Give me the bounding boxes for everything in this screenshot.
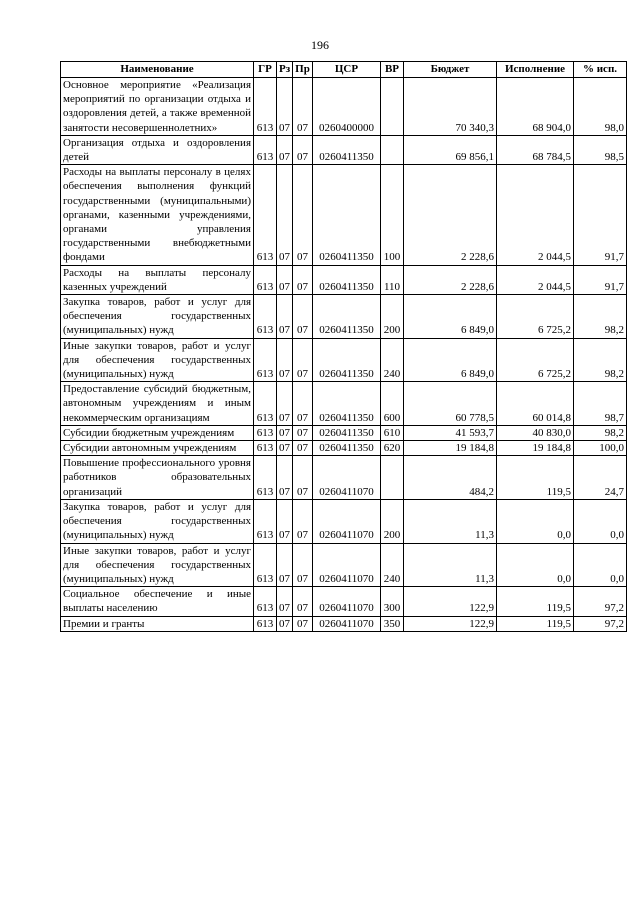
header-percent: % исп. xyxy=(574,62,627,78)
row-execution: 40 830,0 xyxy=(497,425,574,440)
row-vr: 110 xyxy=(381,265,404,294)
row-rz: 07 xyxy=(277,78,293,136)
row-rz: 07 xyxy=(277,135,293,164)
table-header-row xyxy=(61,62,627,78)
table-row xyxy=(61,499,627,543)
row-csr: 0260400000 xyxy=(313,78,381,136)
row-budget: 2 228,6 xyxy=(404,165,497,265)
row-pr: 07 xyxy=(293,338,313,382)
row-percent: 98,7 xyxy=(574,382,627,426)
row-execution: 19 184,8 xyxy=(497,441,574,456)
row-execution: 6 725,2 xyxy=(497,338,574,382)
row-vr: 350 xyxy=(381,616,404,631)
row-execution: 6 725,2 xyxy=(497,295,574,339)
row-vr: 240 xyxy=(381,543,404,587)
row-csr: 0260411350 xyxy=(313,165,381,265)
row-percent: 91,7 xyxy=(574,165,627,265)
table-row xyxy=(61,78,627,136)
row-gr: 613 xyxy=(254,338,277,382)
row-pr: 07 xyxy=(293,382,313,426)
row-budget: 69 856,1 xyxy=(404,135,497,164)
row-budget: 122,9 xyxy=(404,587,497,616)
row-rz: 07 xyxy=(277,425,293,440)
row-rz: 07 xyxy=(277,165,293,265)
row-csr: 0260411350 xyxy=(313,441,381,456)
row-csr: 0260411070 xyxy=(313,499,381,543)
row-gr: 613 xyxy=(254,441,277,456)
row-budget: 122,9 xyxy=(404,616,497,631)
header-csr: ЦСР xyxy=(313,62,381,78)
row-vr: 200 xyxy=(381,499,404,543)
row-name: Расходы на выплаты персоналу в целях обеспечения выполнения функций государственными (муниципальными) органами, казенными учреждениями, органами управления государственными внебюджетными фондами xyxy=(61,165,254,265)
row-rz: 07 xyxy=(277,587,293,616)
header-execution: Исполнение xyxy=(497,62,574,78)
row-percent: 0,0 xyxy=(574,499,627,543)
header-budget: Бюджет xyxy=(404,62,497,78)
row-budget: 41 593,7 xyxy=(404,425,497,440)
row-vr: 200 xyxy=(381,295,404,339)
row-execution: 0,0 xyxy=(497,543,574,587)
row-vr xyxy=(381,456,404,500)
row-pr: 07 xyxy=(293,78,313,136)
row-pr: 07 xyxy=(293,456,313,500)
table-row xyxy=(61,338,627,382)
row-rz: 07 xyxy=(277,295,293,339)
row-name: Основное мероприятие «Реализация мероприятий по организации отдыха и оздоровления детей, а также временной занятости несовершеннолетних» xyxy=(61,78,254,136)
header-pr: Пр xyxy=(293,62,313,78)
row-pr: 07 xyxy=(293,499,313,543)
row-csr: 0260411350 xyxy=(313,295,381,339)
header-rz: Рз xyxy=(277,62,293,78)
row-percent: 91,7 xyxy=(574,265,627,294)
row-budget: 6 849,0 xyxy=(404,338,497,382)
row-csr: 0260411070 xyxy=(313,587,381,616)
row-csr: 0260411070 xyxy=(313,616,381,631)
row-execution: 68 904,0 xyxy=(497,78,574,136)
row-name: Закупка товаров, работ и услуг для обеспечения государственных (муниципальных) нужд xyxy=(61,295,254,339)
row-csr: 0260411350 xyxy=(313,265,381,294)
row-percent: 98,2 xyxy=(574,295,627,339)
row-rz: 07 xyxy=(277,265,293,294)
row-budget: 70 340,3 xyxy=(404,78,497,136)
row-pr: 07 xyxy=(293,265,313,294)
table-row xyxy=(61,425,627,440)
row-csr: 0260411350 xyxy=(313,338,381,382)
row-gr: 613 xyxy=(254,165,277,265)
row-execution: 0,0 xyxy=(497,499,574,543)
row-percent: 98,2 xyxy=(574,425,627,440)
row-pr: 07 xyxy=(293,441,313,456)
row-csr: 0260411350 xyxy=(313,425,381,440)
table-row xyxy=(61,265,627,294)
row-percent: 24,7 xyxy=(574,456,627,500)
row-name: Премии и гранты xyxy=(61,616,254,631)
row-gr: 613 xyxy=(254,135,277,164)
row-pr: 07 xyxy=(293,616,313,631)
row-percent: 0,0 xyxy=(574,543,627,587)
row-name: Субсидии автономным учреждениям xyxy=(61,441,254,456)
row-vr: 600 xyxy=(381,382,404,426)
row-percent: 100,0 xyxy=(574,441,627,456)
table-row xyxy=(61,295,627,339)
row-budget: 11,3 xyxy=(404,543,497,587)
row-execution: 119,5 xyxy=(497,456,574,500)
row-pr: 07 xyxy=(293,543,313,587)
row-execution: 60 014,8 xyxy=(497,382,574,426)
row-budget: 2 228,6 xyxy=(404,265,497,294)
row-budget: 60 778,5 xyxy=(404,382,497,426)
row-csr: 0260411070 xyxy=(313,543,381,587)
row-execution: 119,5 xyxy=(497,587,574,616)
row-pr: 07 xyxy=(293,165,313,265)
row-gr: 613 xyxy=(254,616,277,631)
row-rz: 07 xyxy=(277,456,293,500)
row-gr: 613 xyxy=(254,295,277,339)
table-row xyxy=(61,587,627,616)
row-budget: 19 184,8 xyxy=(404,441,497,456)
table-row xyxy=(61,165,627,265)
row-percent: 98,0 xyxy=(574,78,627,136)
row-name: Социальное обеспечение и иные выплаты населению xyxy=(61,587,254,616)
table-row xyxy=(61,543,627,587)
row-execution: 2 044,5 xyxy=(497,165,574,265)
row-vr: 300 xyxy=(381,587,404,616)
row-vr: 620 xyxy=(381,441,404,456)
header-name: Наименование xyxy=(61,62,254,78)
row-rz: 07 xyxy=(277,441,293,456)
table-row xyxy=(61,135,627,164)
row-gr: 613 xyxy=(254,265,277,294)
row-rz: 07 xyxy=(277,499,293,543)
row-pr: 07 xyxy=(293,295,313,339)
row-gr: 613 xyxy=(254,382,277,426)
row-name: Повышение профессионального уровня работников образовательных организаций xyxy=(61,456,254,500)
row-rz: 07 xyxy=(277,338,293,382)
row-execution: 68 784,5 xyxy=(497,135,574,164)
row-rz: 07 xyxy=(277,616,293,631)
page-number: 196 xyxy=(311,38,329,52)
row-csr: 0260411350 xyxy=(313,135,381,164)
row-percent: 97,2 xyxy=(574,587,627,616)
row-vr: 240 xyxy=(381,338,404,382)
row-pr: 07 xyxy=(293,135,313,164)
row-vr xyxy=(381,135,404,164)
row-name: Предоставление субсидий бюджетным, автономным учреждениям и иным некоммерческим организациям xyxy=(61,382,254,426)
table-row xyxy=(61,456,627,500)
row-gr: 613 xyxy=(254,587,277,616)
row-name: Организация отдыха и оздоровления детей xyxy=(61,135,254,164)
row-budget: 11,3 xyxy=(404,499,497,543)
row-gr: 613 xyxy=(254,499,277,543)
row-name: Иные закупки товаров, работ и услуг для обеспечения государственных (муниципальных) нужд xyxy=(61,338,254,382)
row-vr: 610 xyxy=(381,425,404,440)
row-pr: 07 xyxy=(293,587,313,616)
row-percent: 98,2 xyxy=(574,338,627,382)
row-csr: 0260411070 xyxy=(313,456,381,500)
table-row xyxy=(61,441,627,456)
table-row xyxy=(61,616,627,631)
row-budget: 484,2 xyxy=(404,456,497,500)
row-percent: 98,5 xyxy=(574,135,627,164)
header-vr: ВР xyxy=(381,62,404,78)
row-gr: 613 xyxy=(254,543,277,587)
row-vr xyxy=(381,78,404,136)
row-execution: 119,5 xyxy=(497,616,574,631)
row-name: Закупка товаров, работ и услуг для обеспечения государственных (муниципальных) нужд xyxy=(61,499,254,543)
row-gr: 613 xyxy=(254,425,277,440)
row-rz: 07 xyxy=(277,382,293,426)
row-vr: 100 xyxy=(381,165,404,265)
row-name: Иные закупки товаров, работ и услуг для обеспечения государственных (муниципальных) нужд xyxy=(61,543,254,587)
row-rz: 07 xyxy=(277,543,293,587)
row-csr: 0260411350 xyxy=(313,382,381,426)
row-execution: 2 044,5 xyxy=(497,265,574,294)
budget-table xyxy=(60,61,627,632)
table-row xyxy=(61,382,627,426)
row-budget: 6 849,0 xyxy=(404,295,497,339)
row-gr: 613 xyxy=(254,456,277,500)
row-name: Расходы на выплаты персоналу казенных учреждений xyxy=(61,265,254,294)
row-name: Субсидии бюджетным учреждениям xyxy=(61,425,254,440)
row-percent: 97,2 xyxy=(574,616,627,631)
header-gr: ГР xyxy=(254,62,277,78)
row-pr: 07 xyxy=(293,425,313,440)
row-gr: 613 xyxy=(254,78,277,136)
